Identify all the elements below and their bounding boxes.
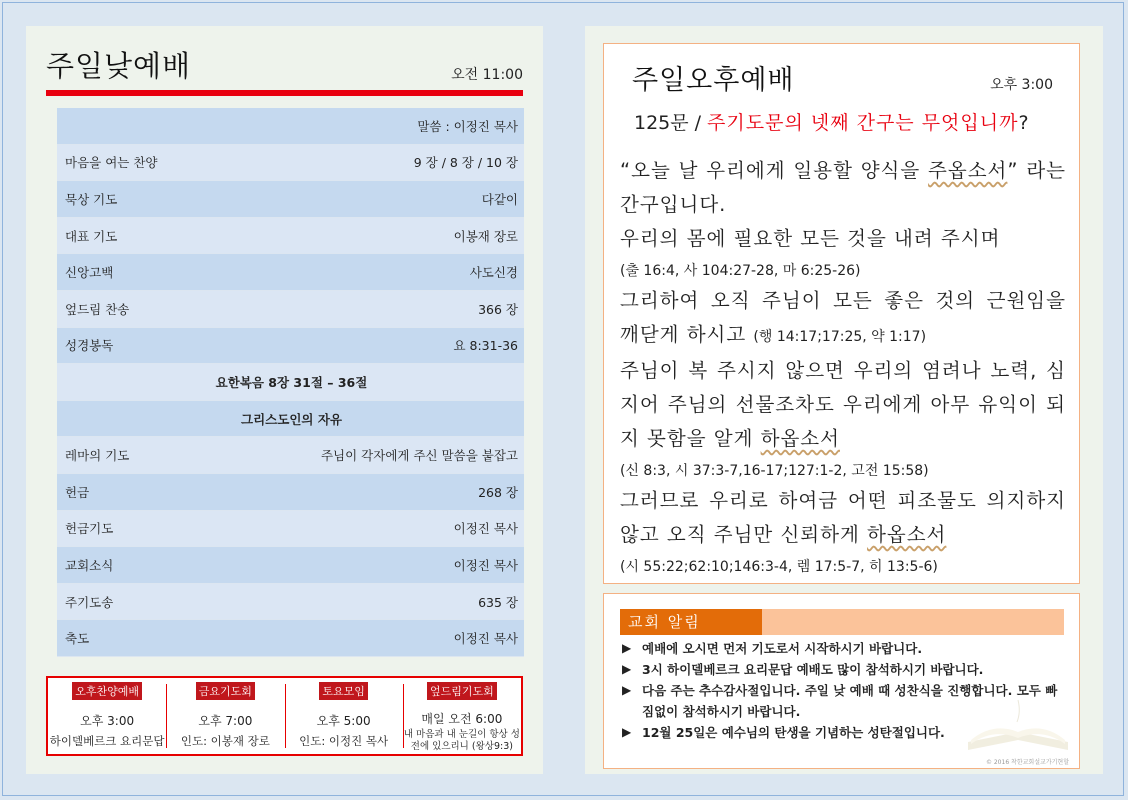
order-row	[57, 181, 524, 218]
order-row-label: 마음을 여는 찬양	[65, 155, 158, 171]
catechism-panel	[603, 43, 1080, 584]
answer-text: 주님이 복 주시지 않으면 우리의 염려나 노력, 심지어 주님의 선물조차도 우리에게 아무 유익이 되지 못함을 알게	[620, 359, 1066, 450]
order-row-label: 주기도송	[65, 594, 114, 610]
order-row-heading: 요한복음 8장 31절 – 36절	[215, 374, 368, 390]
bullet-icon: ▶	[622, 641, 632, 655]
order-row-value: 635 장	[478, 594, 518, 610]
answer-text-underlined: 하옵소서	[867, 523, 947, 546]
order-row-value: 주님이 각자에게 주신 말씀을 붙잡고	[320, 448, 518, 464]
notice-text: 다음 주는 추수감사절입니다. 주일 낮 예배 때 성찬식을 진행합니다. 모두 빠짐없이 참석하시기 바랍니다.	[642, 683, 1058, 719]
order-row	[57, 511, 524, 548]
event-title-badge: 금요기도회	[196, 682, 255, 700]
answer-paragraph	[620, 154, 1066, 222]
order-row	[57, 401, 524, 438]
service-time: 오후 3:00	[990, 77, 1053, 93]
order-row	[57, 328, 524, 365]
scripture-reference: (출 16:4, 사 104:27-28, 마 6:25-26)	[620, 263, 861, 279]
order-row-value: 268 장	[478, 484, 518, 500]
event-time: 매일 오전 6:00	[421, 712, 503, 726]
order-row-value: 이봉재 장로	[453, 228, 518, 244]
question-number: 125문	[634, 112, 689, 134]
service-time: 오전 11:00	[451, 67, 523, 83]
order-row	[57, 108, 524, 145]
order-row-value: 사도신경	[469, 265, 518, 281]
order-row-value: 다같이	[481, 191, 518, 207]
order-row-value: 이정진 목사	[453, 557, 518, 573]
event-info: 하이델베르크 요리문답	[49, 734, 165, 748]
order-row-label: 축도	[65, 631, 90, 647]
morning-service-page	[26, 26, 543, 774]
event-info: 인도: 이봉재 장로	[180, 734, 270, 748]
answer-text: “오늘 날 우리에게 일용할 양식을	[620, 159, 929, 182]
order-row	[57, 474, 524, 511]
order-row	[57, 145, 524, 182]
catechism-question	[634, 108, 1029, 135]
bullet-icon: ▶	[622, 725, 632, 739]
order-row-value: 말씀 : 이정진 목사	[417, 118, 518, 134]
order-row-value: 요 8:31-36	[453, 338, 518, 354]
answer-text: 그리하여 오직 주님이 모든 좋은 것의 근원임을 깨닫게 하시고	[620, 289, 1066, 346]
order-row	[57, 547, 524, 584]
title-divider	[46, 90, 523, 96]
event-verse: 내 마음과 내 눈길이 항상 성전에 있으리니 (왕상9:3)	[403, 729, 520, 752]
question-text: 주기도문의 넷째 간구는 무엇입니까	[707, 112, 1019, 134]
weekly-events-box	[46, 676, 523, 756]
scripture-reference: (시 55:22;62:10;146:3-4, 렘 17:5-7, 히 13:5-6)	[620, 559, 938, 575]
answer-text: 그러므로 우리로 하여금 어떤 피조물도 의지하지 않고 오직 주님만 신뢰하게	[620, 489, 1066, 546]
event-title-badge: 오후찬양예배	[72, 682, 142, 700]
order-row	[57, 364, 524, 401]
event-title-badge: 토요모임	[319, 682, 368, 700]
order-row	[57, 437, 524, 474]
order-row-label: 대표 기도	[65, 228, 118, 244]
answer-text-underlined: 주옵소서	[928, 159, 1008, 182]
notice-item	[622, 638, 1062, 659]
event-item	[403, 678, 521, 754]
answer-paragraph	[620, 484, 1066, 552]
order-row	[57, 218, 524, 255]
page-title: 주일오후예배	[632, 65, 795, 96]
question-separator: /	[694, 112, 702, 134]
afternoon-service-page	[585, 26, 1103, 774]
order-row-label: 헌금기도	[65, 521, 114, 537]
answer-paragraph: 우리의 몸에 필요한 모든 것을 내려 주시며	[620, 227, 1001, 250]
order-row-label: 신앙고백	[65, 265, 114, 281]
church-notice-panel	[603, 593, 1080, 769]
order-row-value: 이정진 목사	[453, 521, 518, 537]
answer-text-underlined: 하옵소서	[760, 427, 840, 450]
event-time: 오후 7:00	[198, 714, 253, 728]
notice-text: 예배에 오시면 먼저 기도로서 시작하시기 바랍니다.	[642, 641, 923, 656]
event-item	[285, 678, 403, 754]
order-of-worship-table	[57, 108, 524, 657]
answer-text: ” 라는 간구입니다.	[620, 159, 1066, 216]
event-item	[166, 678, 284, 754]
notice-label: 교회 알림	[620, 609, 762, 635]
copyright-credit: © 2016 착한교회설교가기현할	[985, 759, 1069, 766]
bullet-icon: ▶	[622, 683, 632, 697]
order-row-value: 이정진 목사	[453, 631, 518, 647]
notice-item	[622, 680, 1062, 722]
notice-header-bar	[620, 609, 1064, 635]
scripture-reference: (신 8:3, 시 37:3-7,16-17;127:1-2, 고전 15:58)	[620, 463, 929, 479]
answer-paragraph	[620, 354, 1066, 456]
page-title: 주일낮예배	[46, 49, 192, 83]
event-info: 인도: 이정진 목사	[299, 734, 389, 748]
order-row	[57, 291, 524, 328]
order-row	[57, 620, 524, 657]
notice-text: 12월 25일은 예수님의 탄생을 기념하는 성탄절입니다.	[642, 725, 945, 740]
event-title-badge: 엎드림기도회	[427, 682, 497, 700]
order-row-value: 9 장 / 8 장 / 10 장	[413, 155, 518, 171]
order-row-label: 교회소식	[65, 557, 114, 573]
event-item	[48, 678, 166, 754]
order-row	[57, 584, 524, 621]
order-row-label: 성경봉독	[65, 338, 114, 354]
event-time: 오후 5:00	[316, 714, 371, 728]
order-row-label: 레마의 기도	[65, 448, 130, 464]
notice-item	[622, 722, 1062, 743]
scripture-reference: (행 14:17;17:25, 약 1:17)	[753, 329, 927, 345]
order-row-label: 엎드림 찬송	[65, 301, 130, 317]
order-row-label: 헌금	[65, 484, 90, 500]
order-row-label: 묵상 기도	[65, 191, 118, 207]
order-row	[57, 254, 524, 291]
question-mark: ?	[1018, 112, 1029, 134]
order-row-heading: 그리스도인의 자유	[241, 411, 342, 427]
order-row-value: 366 장	[478, 301, 518, 317]
event-time: 오후 3:00	[80, 714, 135, 728]
notice-text: 3시 하이델베르크 요리문답 예배도 많이 참석하시기 바랍니다.	[642, 662, 984, 677]
notice-item	[622, 659, 1062, 680]
bullet-icon: ▶	[622, 662, 632, 676]
notice-list	[622, 638, 1062, 743]
catechism-answer	[620, 154, 1066, 580]
answer-paragraph	[620, 284, 1066, 354]
